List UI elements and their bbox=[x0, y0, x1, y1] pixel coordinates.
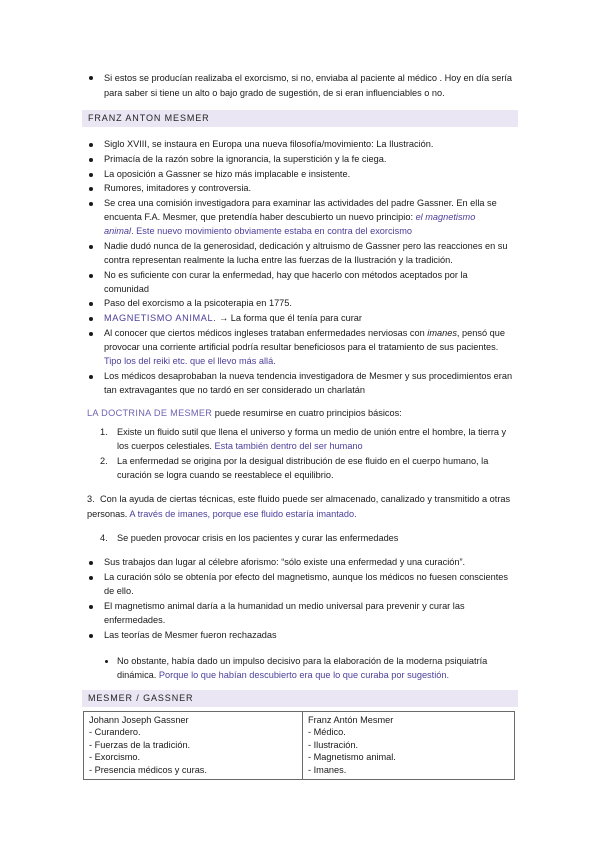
intro-line-2: para saber si tiene un alto o bajo grado de sugestión, de si eran influenciables o no. bbox=[104, 88, 445, 98]
list-item: - Magnetismo animal. bbox=[308, 752, 396, 763]
bullet-text-continued: enfermedades. bbox=[104, 615, 166, 625]
bullet-text-continued: animal. Este nuevo movimiento obviamente estaba en contra del exorcismo bbox=[104, 226, 412, 236]
bullet-text-continued: encuenta F.A. Mesmer, que pretendía haber descubierto un nuevo principio: el magnetismo bbox=[104, 212, 476, 222]
bullet-text: Los médicos desaprobaban la nueva tendencia investigadora de Mesmer y sus procedimientos eran bbox=[104, 371, 513, 381]
principle-text: Con la ayuda de ciertas técnicas, este fluido puede ser almacenado, canalizado y transmitido a otras bbox=[100, 494, 511, 504]
list-item: - Curandero. bbox=[89, 727, 141, 738]
principle-text-continued: los cuerpos celestiales. Esta también dentro del ser humano bbox=[117, 441, 363, 451]
principle-text-continued: curación se logra cuando se reestablece el equilibrio. bbox=[117, 470, 334, 480]
doctrina-heading: LA DOCTRINA DE MESMER puede resumirse en cuatro principios básicos: bbox=[87, 408, 402, 418]
bullet-text: El magnetismo animal daría a la humanidad un medio universal para prevenir y curar las bbox=[104, 601, 465, 611]
column-title: Johann Joseph Gassner bbox=[89, 715, 189, 725]
bullet-text: Las teorías de Mesmer fueron rechazadas bbox=[104, 630, 277, 640]
bullet-text: Al conocer que ciertos médicos ingleses trataban enfermedades nerviosas con imanes, pensó que bbox=[104, 328, 505, 338]
bullet-text: Primacía de la razón sobre la ignorancia, la superstición y la fe ciega. bbox=[104, 154, 387, 164]
list-item: - Médico. bbox=[308, 727, 346, 738]
bullet-text: Sus trabajos dan lugar al célebre aforismo: “sólo existe una enfermedad y una curación”. bbox=[104, 557, 466, 567]
bullet bbox=[89, 375, 93, 379]
bullet-text-continued: de ello. bbox=[104, 586, 134, 596]
list-item: - Fuerzas de la tradición. bbox=[89, 739, 191, 750]
comparison-table bbox=[83, 711, 515, 780]
principle-text: La enfermedad se origina por la desigual distribución de ese fluido en el cuerpo humano, la bbox=[117, 456, 489, 466]
bullet-text: MAGNETISMO ANIMAL. → La forma que él tenía para curar bbox=[104, 313, 362, 323]
bullet-text-continued: comunidad bbox=[104, 284, 149, 294]
bullet bbox=[89, 274, 93, 278]
principle-text: Se pueden provocar crisis en los pacientes y curar las enfermedades bbox=[117, 533, 399, 543]
bullet bbox=[89, 158, 93, 162]
bullet bbox=[89, 143, 93, 147]
bullet bbox=[89, 634, 93, 638]
section-header-franz-anton-mesmer: FRANZ ANTON MESMER bbox=[82, 110, 518, 127]
bullet-text-continued: provocar una corriente artificial podría resultar beneficiosos para el tratamiento de sus pacientes. bbox=[104, 342, 499, 352]
intro-line-1: Si estos se producían realizaba el exorcismo, si no, enviaba al paciente al médico . Hoy en día sería bbox=[104, 73, 513, 83]
bullet bbox=[89, 576, 93, 580]
section-header-mesmer-gassner: MESMER / GASSNER bbox=[82, 690, 518, 707]
bullet-text: La curación sólo se obtenía por efecto del magnetismo, aunque los médicos no fuesen conscientes bbox=[104, 572, 508, 582]
bullet bbox=[89, 187, 93, 191]
bullet bbox=[89, 302, 93, 306]
bullet bbox=[89, 76, 93, 80]
list-item: - Presencia médicos y curas. bbox=[89, 764, 207, 775]
bullet bbox=[89, 317, 93, 321]
column-title: Franz Antón Mesmer bbox=[308, 715, 394, 725]
sub-bullet-text: No obstante, había dado un impulso decisivo para la elaboración de la moderna psiquiatría bbox=[117, 656, 488, 666]
list-item: - Exorcismo. bbox=[89, 752, 141, 763]
bullet-text: Paso del exorcismo a la psicoterapia en 1775. bbox=[104, 298, 292, 308]
bullet-text: Se crea una comisión investigadora para examinar las actividades del padre Gassner. En ella se bbox=[104, 198, 497, 208]
arrow-right-icon: → bbox=[218, 313, 229, 323]
list-number: 3. bbox=[87, 494, 95, 504]
bullet bbox=[105, 660, 108, 663]
sub-bullet-text-continued: dinámica. Porque lo que habían descubierto era que lo que curaba por sugestión. bbox=[117, 670, 450, 680]
bullet-text: Rumores, imitadores y controversia. bbox=[104, 183, 252, 193]
list-item: - Ilustración. bbox=[308, 739, 359, 750]
table-cell-gassner bbox=[84, 712, 303, 780]
bullet bbox=[89, 173, 93, 177]
bullet-text: Nadie dudó nunca de la generosidad, dedicación y altruismo de Gassner pero las reacciones en su bbox=[104, 241, 508, 251]
bullet bbox=[89, 202, 93, 206]
bullet-text: Siglo XVIII, se instaura en Europa una nueva filosofía/movimiento: La Ilustración. bbox=[104, 139, 434, 149]
principle-text-continued: personas. A través de imanes, porque ese fluido estaría imantado. bbox=[87, 509, 357, 519]
bullet bbox=[89, 245, 93, 249]
table-cell-mesmer bbox=[303, 712, 515, 780]
principle-text: Existe un fluido sutil que llena el universo y forma un medio de unión entre el hombre, la tierra y bbox=[117, 427, 507, 437]
list-number: 1. bbox=[100, 427, 108, 437]
bullet-text-continued: Tipo los del reiki etc. que el llevo más allá. bbox=[104, 356, 276, 366]
bullet bbox=[89, 332, 93, 336]
bullet-text: No es suficiente con curar la enfermedad, hay que hacerlo con métodos aceptados por la bbox=[104, 270, 468, 280]
bullet bbox=[89, 605, 93, 609]
table-row bbox=[84, 712, 515, 780]
list-item: - Imanes. bbox=[308, 764, 347, 775]
list-number: 4. bbox=[100, 533, 108, 543]
bullet bbox=[89, 561, 93, 565]
bullet-text: La oposición a Gassner se hizo más implacable e insistente. bbox=[104, 169, 351, 179]
bullet-text-continued: tan extravagantes que no tardó en ser considerado un charlatán bbox=[104, 385, 366, 395]
list-number: 2. bbox=[100, 456, 108, 466]
bullet-text-continued: contra representan realmente la lucha entre las fuerzas de la Ilustración y la tradición. bbox=[104, 255, 453, 265]
